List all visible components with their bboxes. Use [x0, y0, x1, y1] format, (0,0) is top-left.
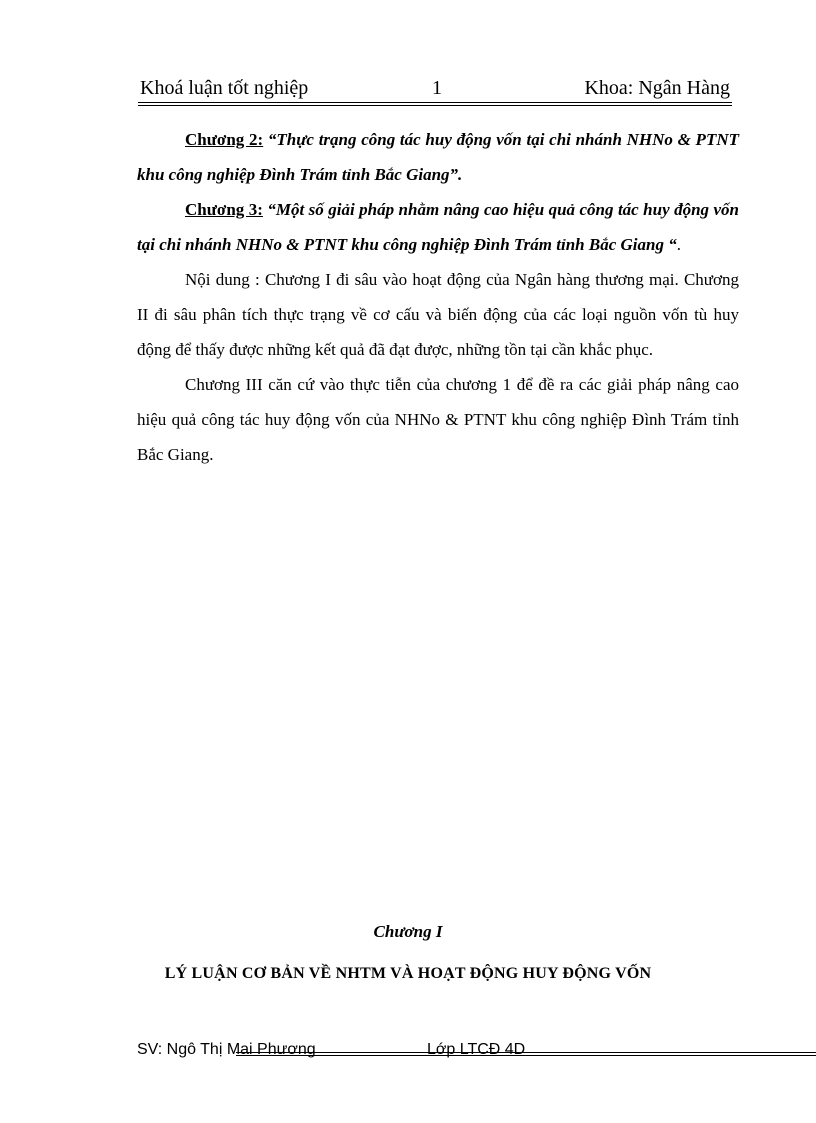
chapter-3-item — [137, 192, 739, 262]
header-right: Khoa: Ngân Hàng — [584, 77, 730, 99]
footer-class: Lớp LTCĐ 4D — [427, 1041, 526, 1058]
chapter-2-title: “Thực trạng công tác huy động vốn tại chi nhánh NHNo & PTNT khu công nghiệp Đình Trám tỉnh Bắc Giang”. — [137, 130, 739, 184]
header-rule — [138, 105, 732, 106]
footer-rule — [236, 1052, 816, 1053]
page-number: 1 — [432, 77, 442, 99]
header-rule — [138, 102, 732, 103]
chapter-list — [137, 122, 739, 472]
content-paragraph-2: Chương III căn cứ vào thực tiễn của chương 1 để đề ra các giải pháp nâng cao hiệu quả công tác huy động vốn của NHNo & PTNT khu công nghiệp Đình Trám tỉnh Bắc Giang. — [137, 375, 739, 464]
header-left: Khoá luận tốt nghiệp — [140, 77, 309, 99]
chapter-2-item — [137, 122, 739, 192]
chapter-2-label: Chương 2: — [185, 130, 264, 149]
footer-rule — [236, 1055, 816, 1056]
footer-student: SV: Ngô Thị Mai Phương — [137, 1041, 316, 1058]
chapter-3-end: . — [676, 235, 681, 254]
chapter-title: Chương I — [373, 922, 443, 941]
chapter-3-label: Chương 3: — [185, 200, 263, 219]
chapter-3-title: “Một số giải pháp nhằm nâng cao hiệu quả công tác huy động vốn tại chi nhánh NHNo & PTNT khu công nghiệp Đình Trám tỉnh Bắc Giang “ — [137, 200, 739, 254]
content-paragraph-1: Nội dung : Chương I đi sâu vào hoạt động của Ngân hàng thương mại. Chương II đi sâu phân tích thực trạng về cơ cấu và biến động của các loại nguồn vốn tù huy động để thấy được những kết quả đã đạt được, những tồn tại cần khắc phục. — [137, 270, 739, 359]
chapter-subtitle: LÝ LUẬN CƠ BẢN VỀ NHTM VÀ HOẠT ĐỘNG HUY ĐỘNG VỐN — [164, 965, 652, 982]
